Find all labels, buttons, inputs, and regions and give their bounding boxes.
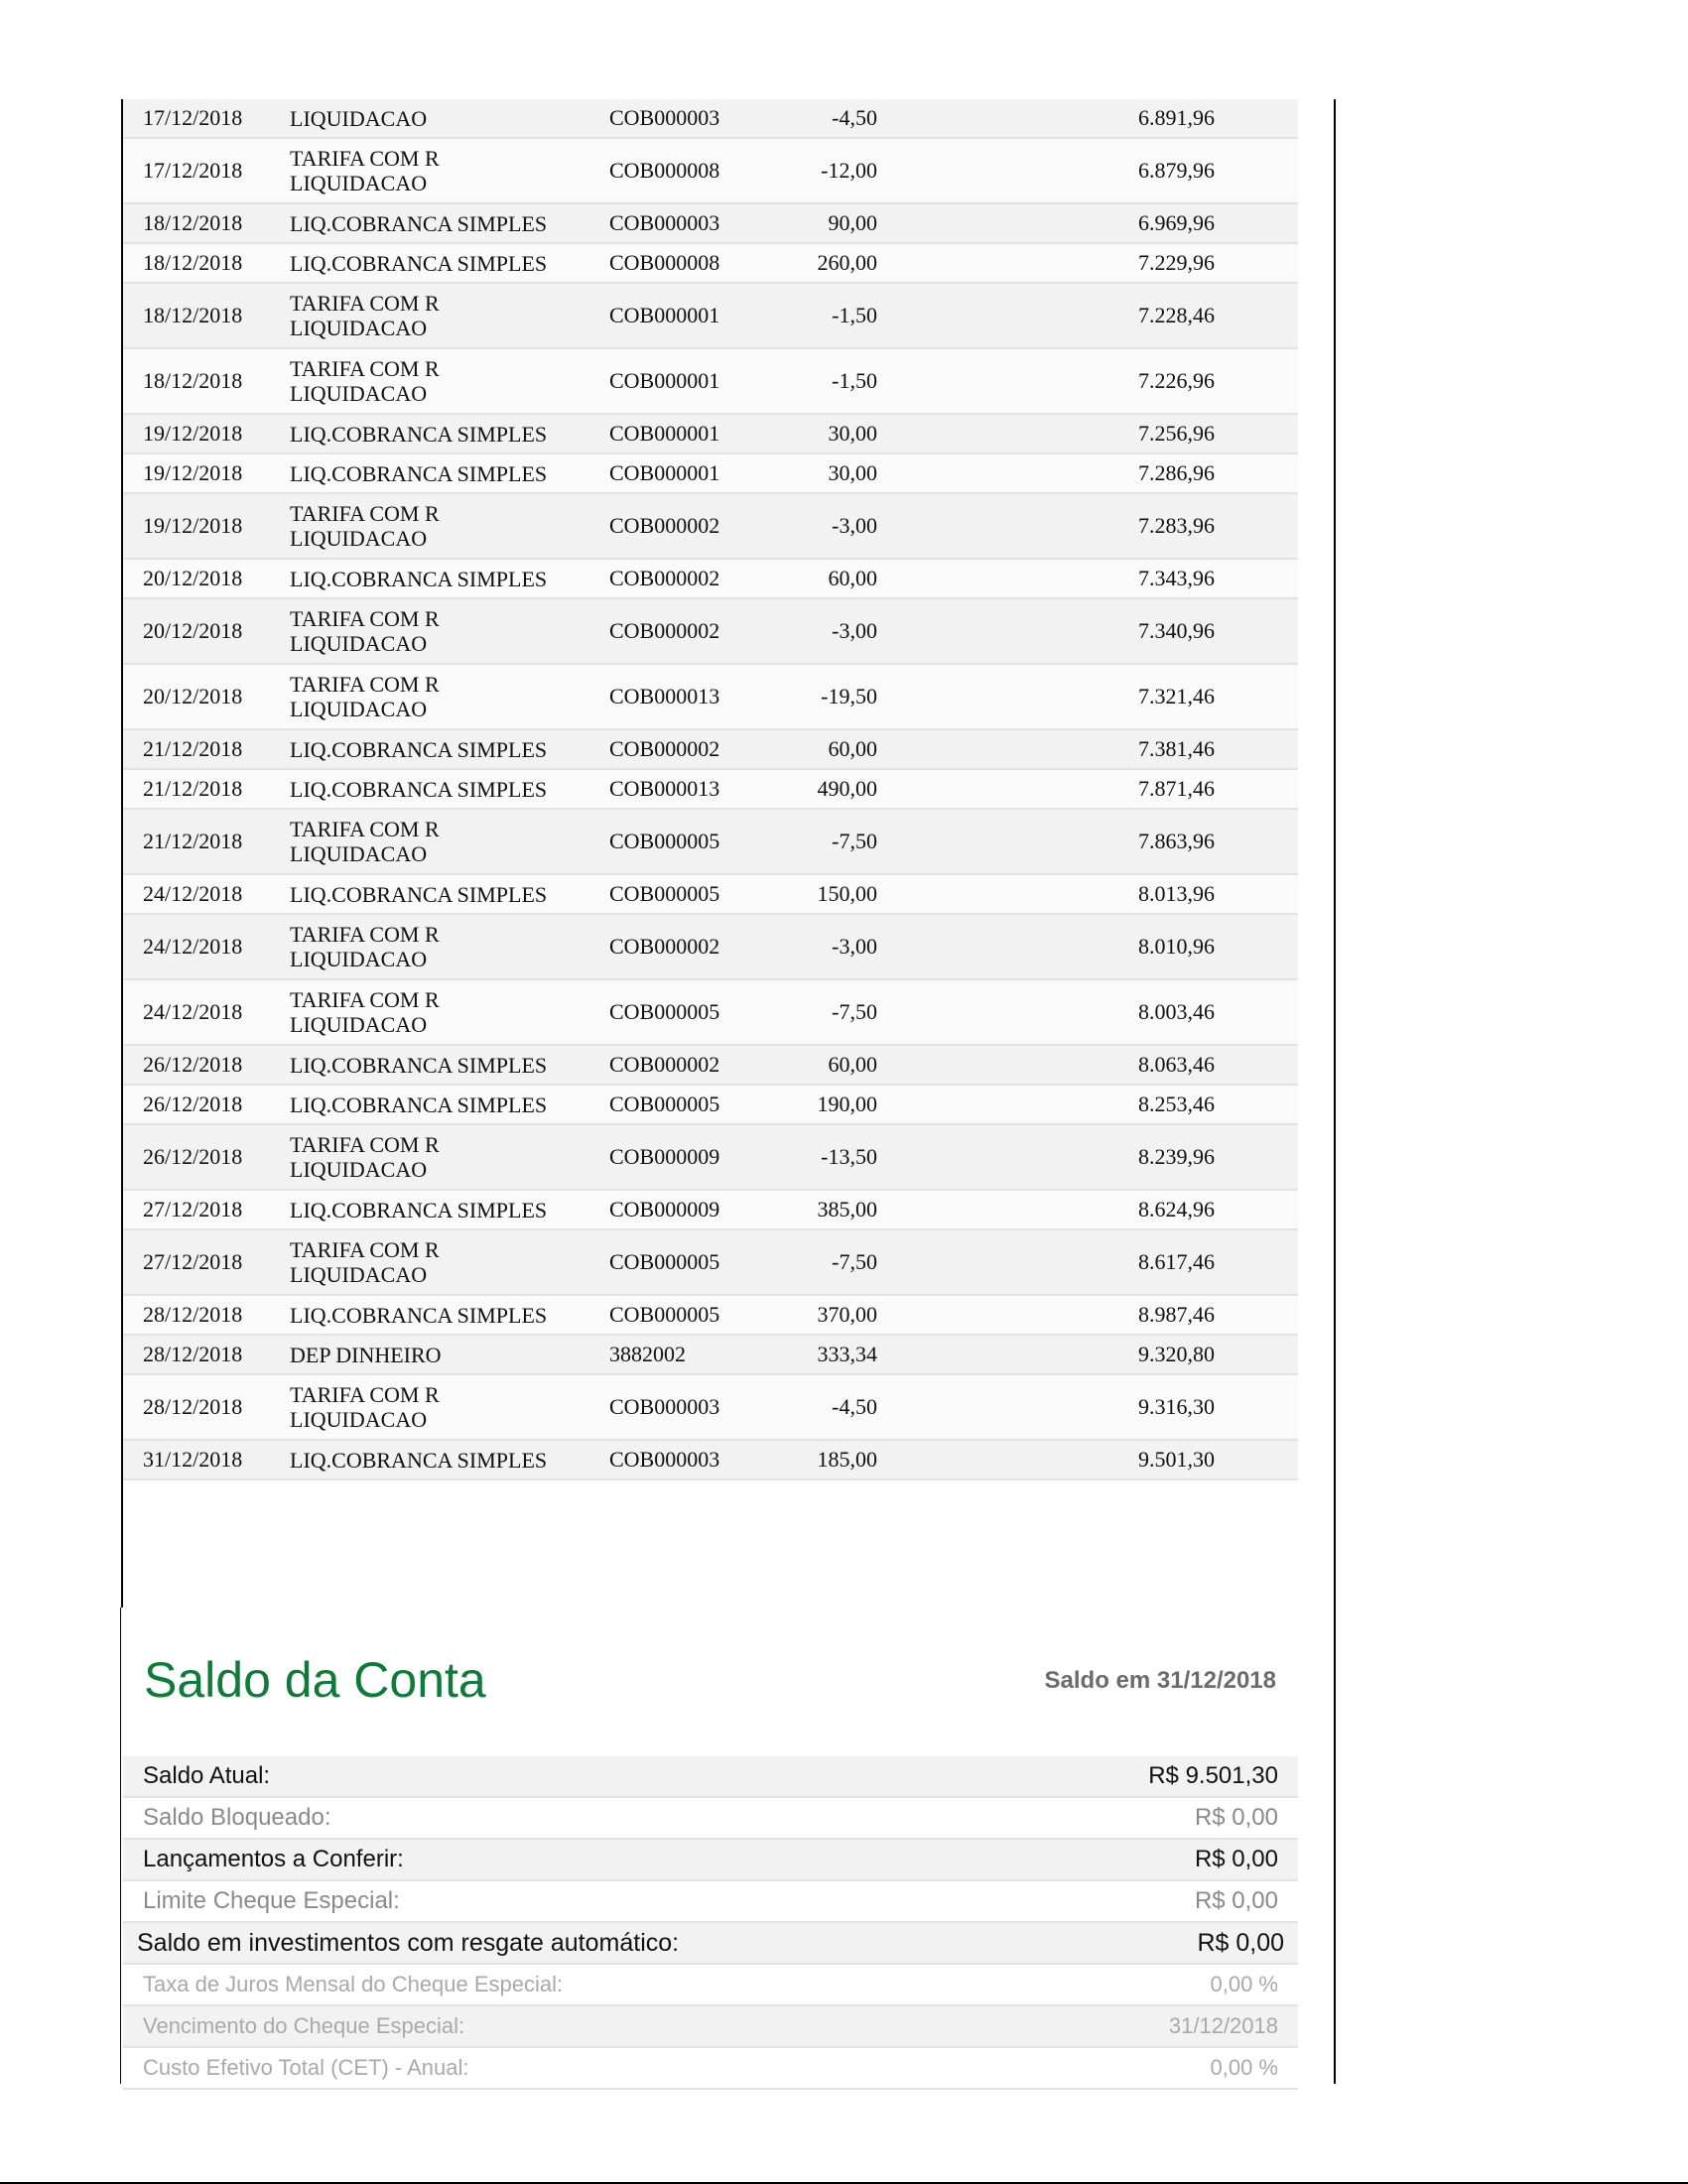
summary-row (123, 1756, 1298, 1798)
transaction-document: COB000003 (609, 1447, 720, 1472)
transaction-document: COB000001 (609, 368, 720, 393)
transaction-description (272, 211, 597, 236)
transaction-value: 60,00 (828, 736, 877, 761)
description-line: LIQUIDACAO (290, 947, 428, 971)
transaction-value: -3,00 (832, 618, 877, 643)
transaction-value: 150,00 (817, 881, 877, 906)
description-line: LIQUIDACAO (290, 1407, 428, 1432)
summary-label: Custo Efetivo Total (CET) - Anual: (143, 2055, 469, 2080)
description-line: LIQ.COBRANCA SIMPLES (290, 1302, 548, 1328)
transaction-value: -1,50 (832, 368, 877, 393)
transaction-document: COB000003 (609, 1394, 720, 1419)
summary-label: Vencimento do Cheque Especial: (143, 2013, 465, 2038)
description-line: TARIFA COM R (290, 922, 440, 947)
transaction-date: 17/12/2018 (143, 158, 243, 183)
table-row (123, 284, 1298, 349)
table-row (123, 494, 1298, 560)
transaction-balance: 8.617,46 (1138, 1249, 1215, 1274)
transaction-balance: 8.063,46 (1138, 1052, 1215, 1077)
transaction-balance: 8.624,96 (1138, 1197, 1215, 1221)
description-line: LIQ.COBRANCA SIMPLES (290, 1052, 548, 1078)
transaction-balance: 8.013,96 (1138, 881, 1215, 906)
transaction-date: 17/12/2018 (143, 105, 243, 130)
transaction-document: COB000003 (609, 210, 720, 235)
transaction-description (272, 1132, 597, 1182)
summary-value: R$ 0,00 (1194, 1887, 1278, 1914)
transaction-value: 185,00 (817, 1447, 877, 1472)
summary-value: R$ 0,00 (1197, 1928, 1284, 1957)
table-row (123, 980, 1298, 1046)
description-line: TARIFA COM R (290, 672, 440, 697)
transaction-value: 190,00 (817, 1092, 877, 1116)
transaction-document: COB000013 (609, 776, 720, 801)
description-line: LIQUIDACAO (290, 841, 428, 866)
table-row (123, 1296, 1298, 1336)
transaction-value: 60,00 (828, 1052, 877, 1077)
description-line: LIQ.COBRANCA SIMPLES (290, 1447, 548, 1473)
table-row (123, 204, 1298, 244)
transaction-value: 333,34 (817, 1342, 877, 1366)
transaction-description (272, 922, 597, 971)
transaction-balance: 7.286,96 (1138, 460, 1215, 485)
table-row (123, 1375, 1298, 1441)
balance-summary-table (123, 1756, 1298, 2090)
transaction-value: -12,00 (821, 158, 877, 183)
summary-row (123, 1923, 1298, 1965)
transaction-date: 24/12/2018 (143, 881, 243, 906)
transaction-value: -13,50 (821, 1144, 877, 1169)
description-line: LIQ.COBRANCA SIMPLES (290, 1197, 548, 1222)
summary-value: 0,00 % (1210, 1972, 1278, 1996)
transaction-date: 20/12/2018 (143, 566, 243, 590)
transaction-date: 27/12/2018 (143, 1197, 243, 1221)
transaction-date: 19/12/2018 (143, 421, 243, 446)
transaction-balance: 7.321,46 (1138, 684, 1215, 708)
transaction-balance: 6.891,96 (1138, 105, 1215, 130)
transaction-document: COB000005 (609, 1092, 720, 1116)
transaction-document: COB000002 (609, 934, 720, 959)
transaction-balance: 7.871,46 (1138, 776, 1215, 801)
transaction-description (272, 737, 597, 762)
transaction-value: -7,50 (832, 829, 877, 853)
transaction-document: COB000005 (609, 881, 720, 906)
description-line: LIQ.COBRANCA SIMPLES (290, 1092, 548, 1117)
transaction-date: 20/12/2018 (143, 684, 243, 708)
transaction-value: 385,00 (817, 1197, 877, 1221)
table-row (123, 1336, 1298, 1375)
summary-row (123, 1840, 1298, 1881)
transaction-document: COB000009 (609, 1144, 720, 1169)
transaction-value: 370,00 (817, 1302, 877, 1327)
transaction-balance: 9.501,30 (1138, 1447, 1215, 1472)
transaction-date: 18/12/2018 (143, 368, 243, 393)
table-row (123, 139, 1298, 204)
description-line: TARIFA COM R (290, 817, 440, 841)
table-row (123, 875, 1298, 915)
transaction-value: 60,00 (828, 566, 877, 590)
description-line: TARIFA COM R (290, 501, 440, 526)
summary-label: Lançamentos a Conferir: (143, 1846, 404, 1872)
transaction-description (272, 606, 597, 656)
transaction-description (272, 356, 597, 406)
description-line: LIQ.COBRANCA SIMPLES (290, 460, 548, 486)
transaction-date: 20/12/2018 (143, 618, 243, 643)
transaction-description (272, 672, 597, 721)
table-row (123, 730, 1298, 770)
transaction-document: COB000005 (609, 829, 720, 853)
transaction-description (272, 422, 597, 447)
table-row (123, 665, 1298, 730)
transaction-balance: 7.283,96 (1138, 513, 1215, 538)
description-line: LIQUIDACAO (290, 316, 428, 340)
table-row (123, 1230, 1298, 1296)
summary-value: 31/12/2018 (1168, 2013, 1278, 2038)
transaction-value: 30,00 (828, 460, 877, 485)
transaction-value: -1,50 (832, 303, 877, 327)
transaction-document: COB000002 (609, 618, 720, 643)
transaction-date: 26/12/2018 (143, 1144, 243, 1169)
transaction-document: COB000001 (609, 303, 720, 327)
transaction-date: 18/12/2018 (143, 303, 243, 327)
summary-row (123, 2048, 1298, 2090)
transaction-description (272, 567, 597, 591)
transaction-document: COB000003 (609, 105, 720, 130)
table-row (123, 244, 1298, 284)
transaction-balance: 7.381,46 (1138, 736, 1215, 761)
table-row (123, 1441, 1298, 1480)
description-line: TARIFA COM R (290, 1237, 440, 1262)
transaction-date: 27/12/2018 (143, 1249, 243, 1274)
transaction-description (272, 1198, 597, 1222)
transaction-balance: 8.239,96 (1138, 1144, 1215, 1169)
transaction-date: 24/12/2018 (143, 934, 243, 959)
transaction-description (272, 1237, 597, 1287)
transaction-document: COB000013 (609, 684, 720, 708)
table-row (123, 1046, 1298, 1086)
transaction-date: 24/12/2018 (143, 999, 243, 1024)
description-line: TARIFA COM R (290, 606, 440, 631)
table-row (123, 415, 1298, 454)
transaction-balance: 9.320,80 (1138, 1342, 1215, 1366)
table-row (123, 770, 1298, 810)
summary-row (123, 1965, 1298, 2006)
transaction-description (272, 1382, 597, 1432)
transaction-balance: 7.343,96 (1138, 566, 1215, 590)
transaction-date: 21/12/2018 (143, 776, 243, 801)
transaction-description (272, 461, 597, 486)
transaction-date: 19/12/2018 (143, 513, 243, 538)
description-line: LIQ.COBRANCA SIMPLES (290, 421, 548, 447)
summary-row (123, 2006, 1298, 2048)
transaction-document: COB000005 (609, 1302, 720, 1327)
transaction-value: -19,50 (821, 684, 877, 708)
transaction-balance: 9.316,30 (1138, 1394, 1215, 1419)
transaction-document: COB000001 (609, 421, 720, 446)
table-row (123, 349, 1298, 415)
table-row (123, 810, 1298, 875)
summary-label: Saldo em investimentos com resgate automático: (137, 1928, 680, 1957)
transaction-value: 490,00 (817, 776, 877, 801)
table-row (123, 915, 1298, 980)
description-line: LIQUIDACAO (290, 631, 428, 656)
transaction-document: COB000009 (609, 1197, 720, 1221)
description-line: LIQUIDACAO (290, 1012, 428, 1037)
transaction-balance: 7.340,96 (1138, 618, 1215, 643)
transaction-document: 3882002 (609, 1342, 686, 1366)
summary-row (123, 1881, 1298, 1923)
summary-row (123, 1798, 1298, 1840)
description-line: LIQUIDACAO (290, 526, 428, 551)
transaction-balance: 7.229,96 (1138, 250, 1215, 275)
summary-date: Saldo em 31/12/2018 (1044, 1667, 1276, 1694)
transaction-document: COB000008 (609, 250, 720, 275)
description-line: LIQ.COBRANCA SIMPLES (290, 776, 548, 802)
transaction-description (272, 291, 597, 340)
transaction-value: -4,50 (832, 1394, 877, 1419)
transaction-description (272, 251, 597, 276)
table-row (123, 99, 1298, 139)
summary-value: R$ 0,00 (1194, 1804, 1278, 1831)
transaction-date: 19/12/2018 (143, 460, 243, 485)
description-line: LIQ.COBRANCA SIMPLES (290, 566, 548, 591)
transaction-value: 260,00 (817, 250, 877, 275)
transaction-date: 28/12/2018 (143, 1394, 243, 1419)
transaction-value: -3,00 (832, 934, 877, 959)
transaction-description (272, 146, 597, 195)
summary-label: Saldo Bloqueado: (143, 1804, 331, 1831)
description-line: TARIFA COM R (290, 1382, 440, 1407)
description-line: LIQUIDACAO (290, 697, 428, 721)
transaction-value: -7,50 (832, 999, 877, 1024)
description-line: LIQUIDACAO (290, 1157, 428, 1182)
transaction-value: -4,50 (832, 105, 877, 130)
transaction-date: 28/12/2018 (143, 1302, 243, 1327)
transaction-date: 21/12/2018 (143, 829, 243, 853)
table-row (123, 560, 1298, 599)
transaction-document: COB000002 (609, 1052, 720, 1077)
description-line: LIQUIDACAO (290, 381, 428, 406)
description-line: LIQ.COBRANCA SIMPLES (290, 210, 548, 236)
transaction-description (272, 1092, 597, 1117)
transaction-value: -7,50 (832, 1249, 877, 1274)
transaction-date: 31/12/2018 (143, 1447, 243, 1472)
transaction-document: COB000001 (609, 460, 720, 485)
transaction-description (272, 777, 597, 802)
transaction-description (272, 882, 597, 907)
table-row (123, 1125, 1298, 1191)
transaction-balance: 7.226,96 (1138, 368, 1215, 393)
transaction-balance: 8.003,46 (1138, 999, 1215, 1024)
transaction-date: 18/12/2018 (143, 210, 243, 235)
table-row (123, 1086, 1298, 1125)
page-border-left-lower (120, 1607, 121, 2084)
transaction-description (272, 501, 597, 551)
table-row (123, 599, 1298, 665)
summary-label: Limite Cheque Especial: (143, 1887, 400, 1914)
description-line: TARIFA COM R (290, 356, 440, 381)
transaction-document: COB000002 (609, 736, 720, 761)
transaction-date: 21/12/2018 (143, 736, 243, 761)
description-line: LIQUIDACAO (290, 1262, 428, 1287)
transaction-value: 90,00 (828, 210, 877, 235)
transaction-document: COB000002 (609, 513, 720, 538)
transaction-date: 26/12/2018 (143, 1052, 243, 1077)
description-line: LIQUIDACAO (290, 105, 428, 131)
page-border-right (1334, 99, 1336, 2084)
transaction-balance: 8.253,46 (1138, 1092, 1215, 1116)
transaction-document: COB000005 (609, 999, 720, 1024)
transaction-balance: 7.256,96 (1138, 421, 1215, 446)
transaction-balance: 6.879,96 (1138, 158, 1215, 183)
transaction-description (272, 1448, 597, 1473)
summary-label: Saldo Atual: (143, 1762, 271, 1789)
description-line: LIQUIDACAO (290, 171, 428, 195)
transaction-description (272, 987, 597, 1037)
table-row (123, 454, 1298, 494)
transaction-document: COB000005 (609, 1249, 720, 1274)
transaction-balance: 8.987,46 (1138, 1302, 1215, 1327)
summary-value: 0,00 % (1210, 2055, 1278, 2080)
transaction-value: -3,00 (832, 513, 877, 538)
transaction-document: COB000008 (609, 158, 720, 183)
transaction-description (272, 106, 597, 131)
transactions-table (123, 99, 1298, 1480)
description-line: DEP DINHEIRO (290, 1342, 442, 1367)
description-line: LIQ.COBRANCA SIMPLES (290, 881, 548, 907)
transaction-description (272, 1053, 597, 1078)
description-line: TARIFA COM R (290, 987, 440, 1012)
description-line: LIQ.COBRANCA SIMPLES (290, 250, 548, 276)
transaction-date: 28/12/2018 (143, 1342, 243, 1366)
description-line: TARIFA COM R (290, 1132, 440, 1157)
transaction-balance: 6.969,96 (1138, 210, 1215, 235)
transaction-description (272, 817, 597, 866)
transaction-balance: 7.863,96 (1138, 829, 1215, 853)
description-line: LIQ.COBRANCA SIMPLES (290, 736, 548, 762)
summary-title: Saldo da Conta (144, 1652, 486, 1708)
transaction-date: 18/12/2018 (143, 250, 243, 275)
summary-value: R$ 9.501,30 (1148, 1762, 1278, 1789)
transaction-balance: 7.228,46 (1138, 303, 1215, 327)
description-line: TARIFA COM R (290, 291, 440, 316)
transaction-balance: 8.010,96 (1138, 934, 1215, 959)
transaction-value: 30,00 (828, 421, 877, 446)
summary-value: R$ 0,00 (1194, 1846, 1278, 1872)
transaction-date: 26/12/2018 (143, 1092, 243, 1116)
description-line: TARIFA COM R (290, 146, 440, 171)
transaction-description (272, 1343, 597, 1367)
transaction-description (272, 1303, 597, 1328)
summary-label: Taxa de Juros Mensal do Cheque Especial: (143, 1972, 564, 1996)
transaction-document: COB000002 (609, 566, 720, 590)
table-row (123, 1191, 1298, 1230)
